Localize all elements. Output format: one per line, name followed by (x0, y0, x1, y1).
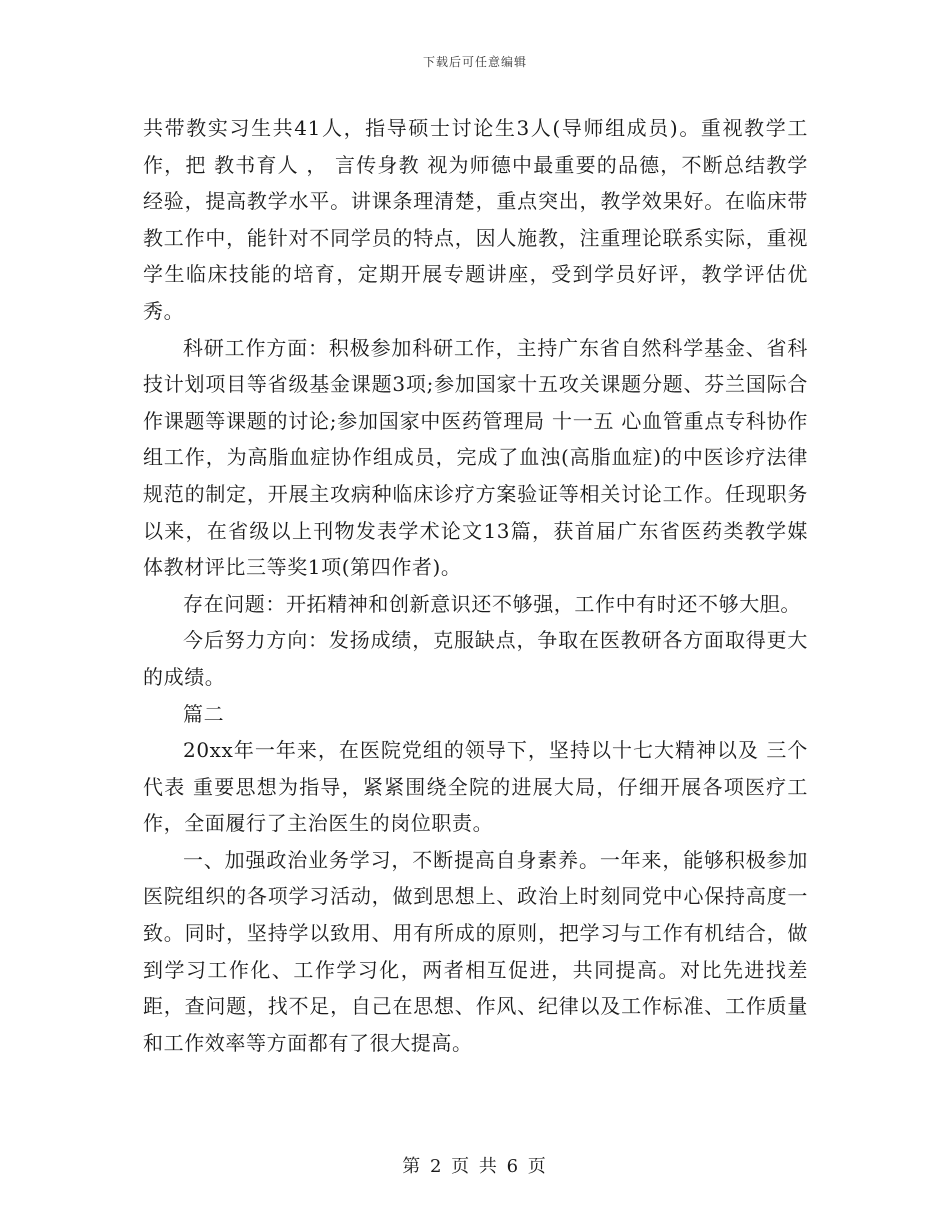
page-header: 下载后可任意编辑 (422, 55, 527, 69)
document-body (143, 110, 808, 1061)
paragraph-year-summary: 20xx年一年来，在医院党组的领导下，坚持以十七大精神以及 三个代表 重要思想为指导，紧紧围绕全院的进展大局，仔细开展各项医疗工作，全面履行了主治医生的岗位职责。 (143, 738, 808, 836)
paragraph-political-study: 一、加强政治业务学习，不断提高自身素养。一年来，能够积极参加医院组织的各项学习活动，做到思想上、政治上时刻同党中心保持高度一致。同时，坚持学以致用、用有所成的原则，把学习与工作有机结合，做到学习工作化、工作学习化，两者相互促进，共同提高。对比先进找差距，查问题，找不足，自己在思想、作风、纪律以及工作标准、工作质量和工作效率等方面都有了很大提高。 (143, 847, 808, 1055)
paragraph-teaching: 共带教实习生共41人，指导硕士讨论生3人(导师组成员)。重视教学工作，把 教书育人 ， 言传身教 视为师德中最重要的品德，不断总结教学经验，提高教学水平。讲课条理清楚，重点突出，教学效果好。在临床带教工作中，能针对不同学员的特点，因人施教，注重理论联系实际，重视学生临床技能的培育，定期开展专题讲座，受到学员好评，教学评估优秀。 (143, 116, 808, 323)
page-number: 第 2 页 共 6 页 (402, 1156, 548, 1177)
paragraph-problems: 存在问题：开拓精神和创新意识还不够强，工作中有时还不够大胆。 (183, 591, 801, 616)
section-heading-part-two: 篇二 (183, 701, 225, 726)
paragraph-future-direction: 今后努力方向：发扬成绩，克服缺点，争取在医教研各方面取得更大的成绩。 (143, 628, 808, 689)
paragraph-research: 科研工作方面：积极参加科研工作，主持广东省自然科学基金、省科技计划项目等省级基金课题3项;参加国家十五攻关课题分题、芬兰国际合作课题等课题的讨论;参加国家中医药管理局 十一五 心血管重点专科协作组工作，为高脂血症协作组成员，完成了血浊(高脂血症)的中医诊疗法律规范的制定，开展主攻病种临床诊疗方案验证等相关讨论工作。任现职务以来，在省级以上刊物发表学术论文13篇，获首届广东省医药类教学媒体教材评比三等奖1项(第四作者)。 (143, 335, 808, 580)
